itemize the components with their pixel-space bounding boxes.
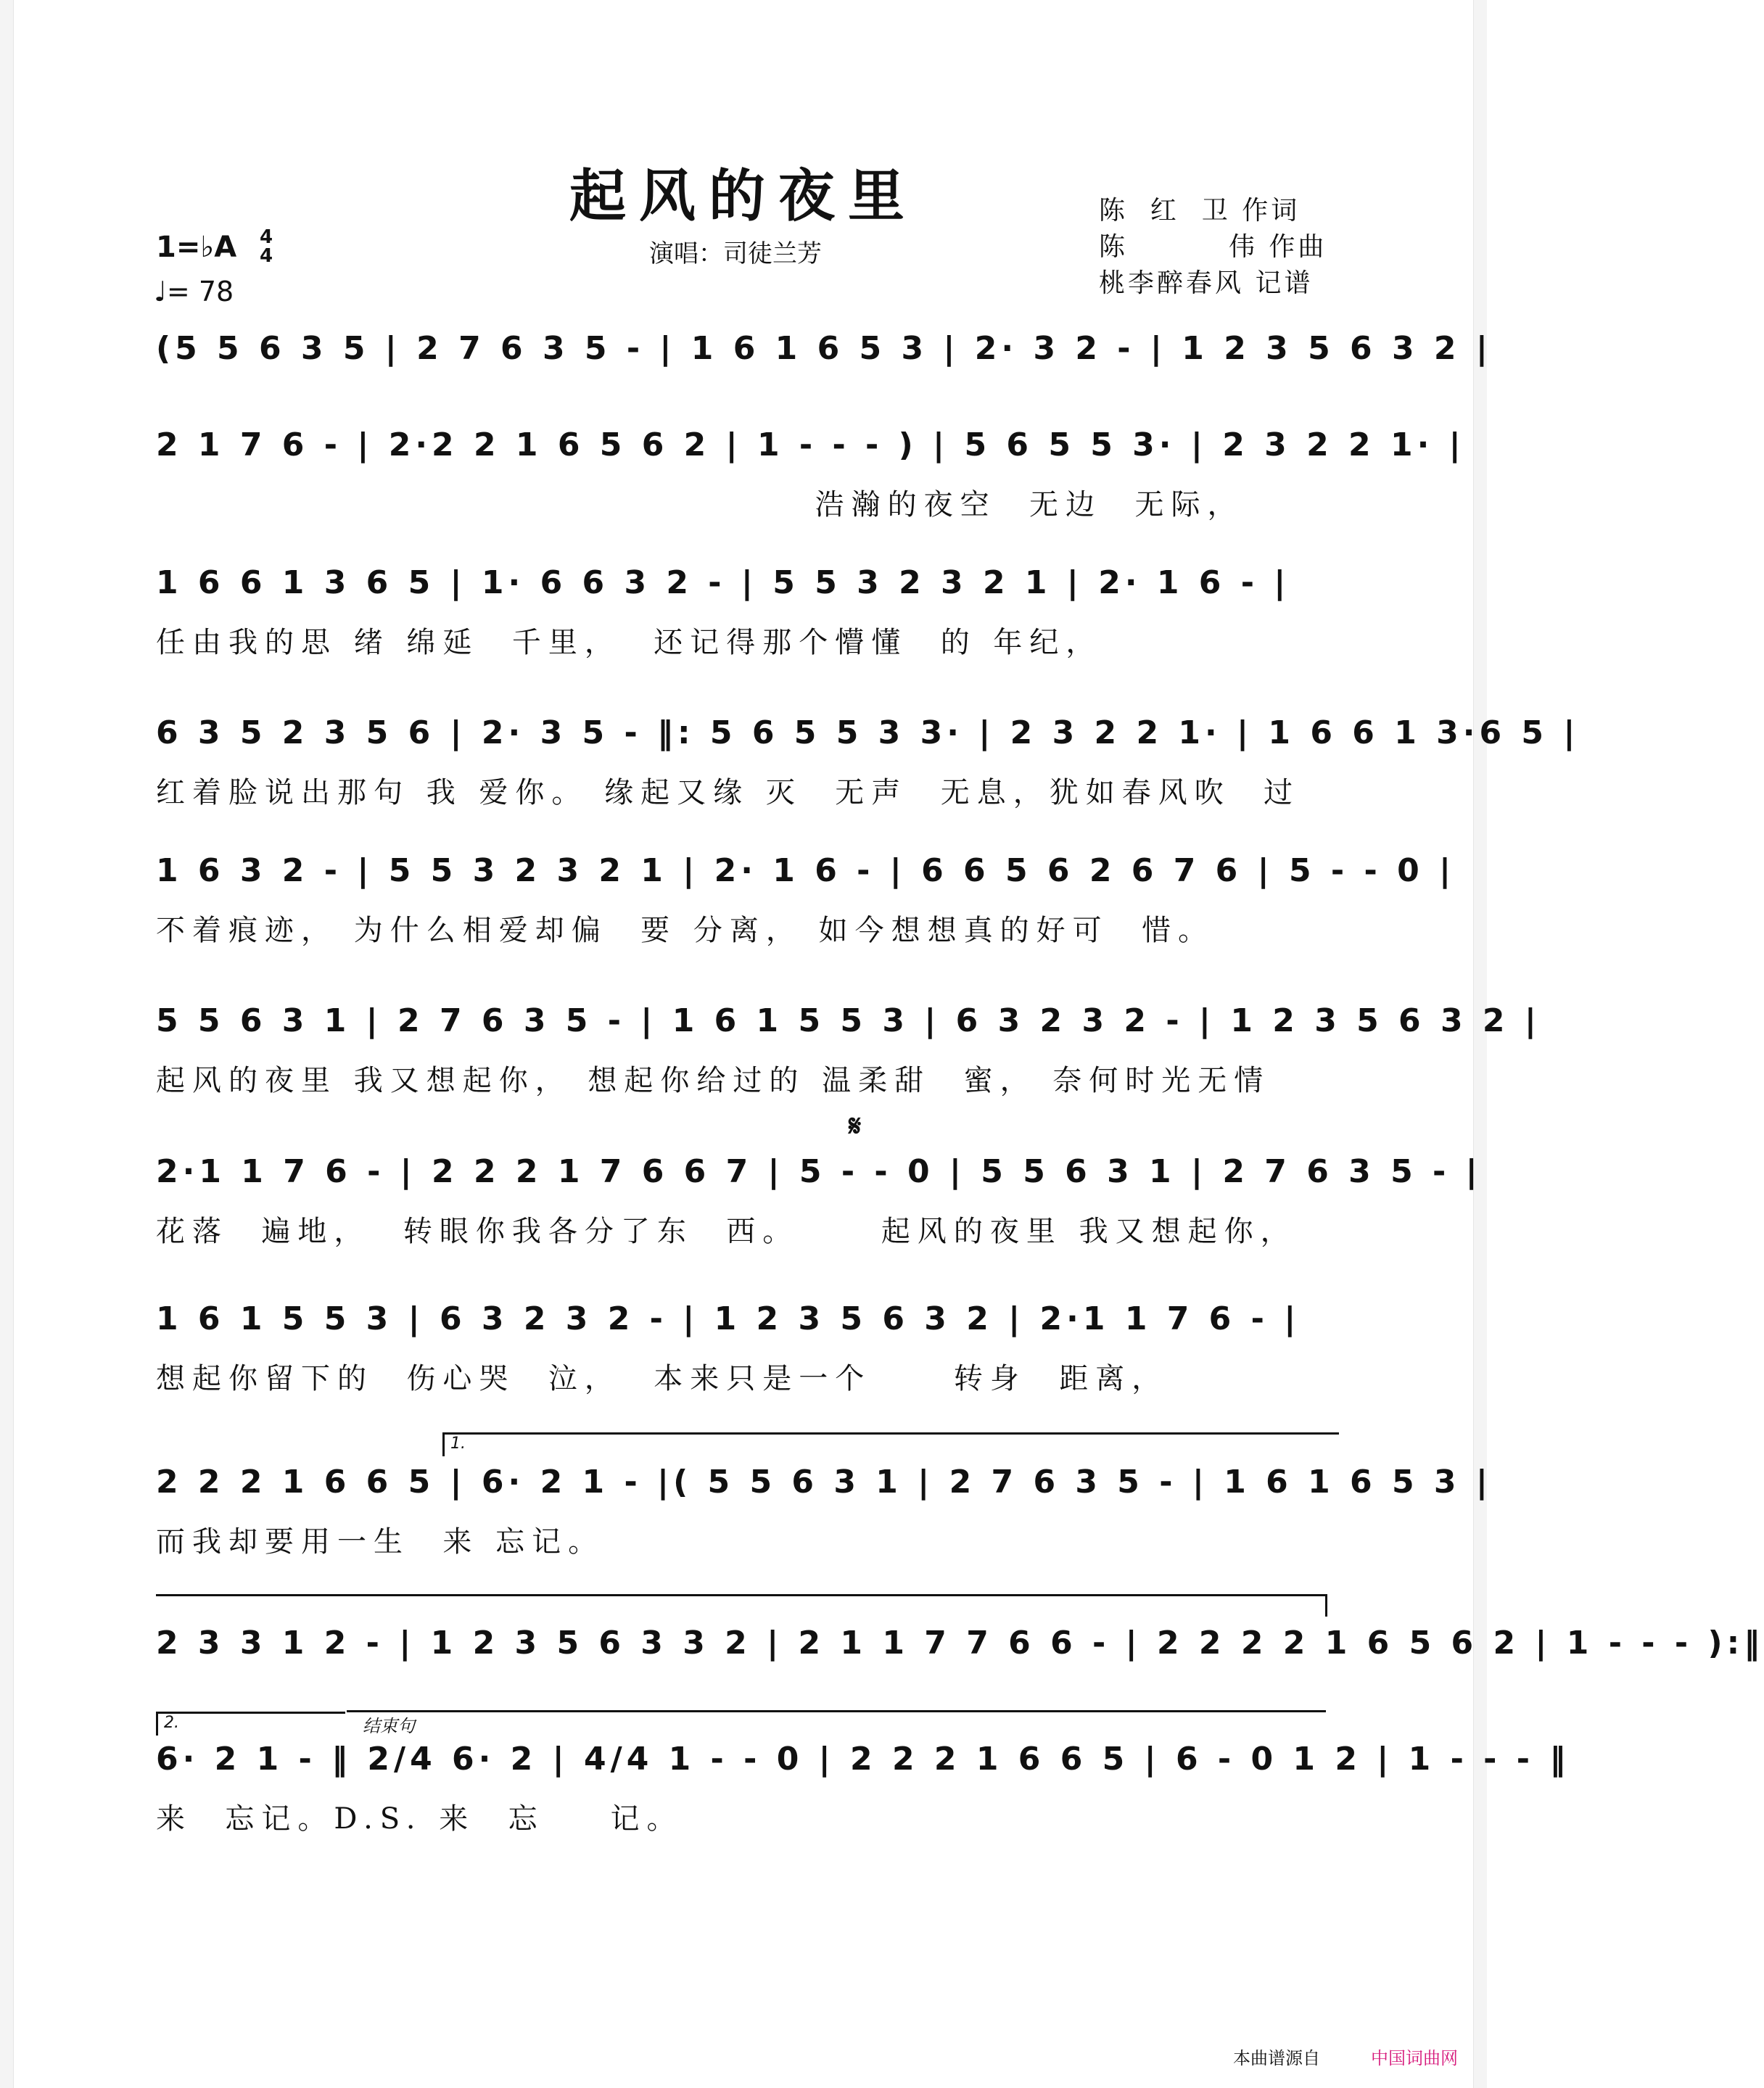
transcriber-credit: 桃李醉春风 记谱 — [1099, 268, 1314, 298]
footer-source-text: 本曲谱源自 — [1233, 2048, 1320, 2068]
notation-line: (5 5 6 3 5 | 2 7 6 3 5 - | 1 6 1 6 5 3 | 2· 3 2 - | 1 2 3 5 6 3 2 | — [156, 330, 1492, 367]
notation-line: 6 3 5 2 3 5 6 | 2· 3 5 - ‖: 5 6 5 5 3 3· | 2 3 2 2 1· | 1 6 6 1 3·6 5 | — [156, 714, 1580, 751]
segno-sign: 𝄋 — [849, 1110, 862, 1143]
lyric-line: 花落 遍地， 转眼你我各分了东 西。 起风的夜里 我又想起你， — [156, 1215, 1297, 1248]
lyric-line: 而我却要用一生 来 忘记。 — [156, 1525, 605, 1559]
credits-block — [1099, 193, 1327, 302]
notation-line: 2 3 3 1 2 - | 1 2 3 5 6 3 3 2 | 2 1 1 7 7 6 6 - | 2 2 2 2 1 6 5 6 2 | 1 - - - ):‖ — [156, 1625, 1764, 1662]
lyric-line: 红着脸说出那句 我 爱你。 缘起又缘 灭 无声 无息，犹如春风吹 过 — [156, 776, 1301, 809]
tempo-marking: ♩= 78 — [154, 276, 234, 308]
time-signature-numerator: 4 — [259, 226, 273, 248]
lyricist-credit: 陈 红 卫 作词 — [1099, 196, 1301, 226]
lyric-line: 起风的夜里 我又想起你， 想起你给过的 温柔甜 蜜， 奈何时光无情 — [156, 1064, 1271, 1097]
key-signature: 1=♭A — [156, 231, 237, 264]
notation-line: 1 6 1 5 5 3 | 6 3 2 3 2 - | 1 2 3 5 6 3 2 | 2·1 1 7 6 - | — [156, 1300, 1301, 1337]
notation-line: 1 6 3 2 - | 5 5 3 2 3 2 1 | 2· 1 6 - | 6 6 5 6 2 6 7 6 | 5 - - 0 | — [156, 852, 1456, 889]
lyric-line: 来 忘记。D.S. 来 忘 记。 — [156, 1802, 683, 1836]
first-ending-continuation — [156, 1594, 1327, 1617]
song-title: 起风的夜里 — [569, 163, 918, 229]
second-ending-bracket: 2. — [156, 1712, 345, 1736]
notation-line: 2 1 7 6 - | 2·2 2 1 6 5 6 2 | 1 - - - ) | 5 6 5 5 3· | 2 3 2 2 1· | — [156, 426, 1465, 463]
lyric-line: 浩瀚的夜空 无边 无际， — [156, 488, 1244, 521]
lyric-line: 任由我的思 绪 绵延 千里， 还记得那个懵懂 的 年纪， — [156, 626, 1102, 659]
footer-site-link[interactable]: 中国词曲网 — [1371, 2048, 1458, 2068]
first-ending-bracket: 1. — [442, 1432, 1339, 1456]
notation-line: 6· 2 1 - ‖ 2/4 6· 2 | 4/4 1 - - 0 | 2 2 2 1 6 6 5 | 6 - 0 1 2 | 1 - - - ‖ — [156, 1741, 1570, 1778]
time-signature-denominator: 4 — [259, 245, 273, 267]
time-signature — [255, 228, 277, 265]
performer-line: 演唱：司徒兰芳 — [649, 239, 822, 268]
composer-credit: 陈 伟 作曲 — [1099, 232, 1327, 262]
notation-line: 2·1 1 7 6 - | 2 2 2 1 7 6 6 7 | 5 - - 0 | 5 5 6 3 1 | 2 7 6 3 5 - | — [156, 1153, 1482, 1190]
notation-line: 1 6 6 1 3 6 5 | 1· 6 6 3 2 - | 5 5 3 2 3 2 1 | 2· 1 6 - | — [156, 564, 1290, 601]
lyric-line: 想起你留下的 伤心哭 泣， 本来只是一个 转身 距离， — [156, 1362, 1169, 1395]
ending-phrase-label: 结束句 — [363, 1716, 415, 1736]
notation-line: 2 2 2 1 6 6 5 | 6· 2 1 - |( 5 5 6 3 1 | 2 7 6 3 5 - | 1 6 1 6 5 3 | — [156, 1464, 1492, 1501]
notation-line: 5 5 6 3 1 | 2 7 6 3 5 - | 1 6 1 5 5 3 | 6 3 2 3 2 - | 1 2 3 5 6 3 2 | — [156, 1002, 1541, 1039]
ending-bracket-line — [347, 1710, 1326, 1712]
lyric-line: 不着痕迹， 为什么相爱却偏 要 分离， 如今想想真的好可 惜。 — [156, 914, 1215, 947]
lyric-line — [156, 385, 1335, 426]
